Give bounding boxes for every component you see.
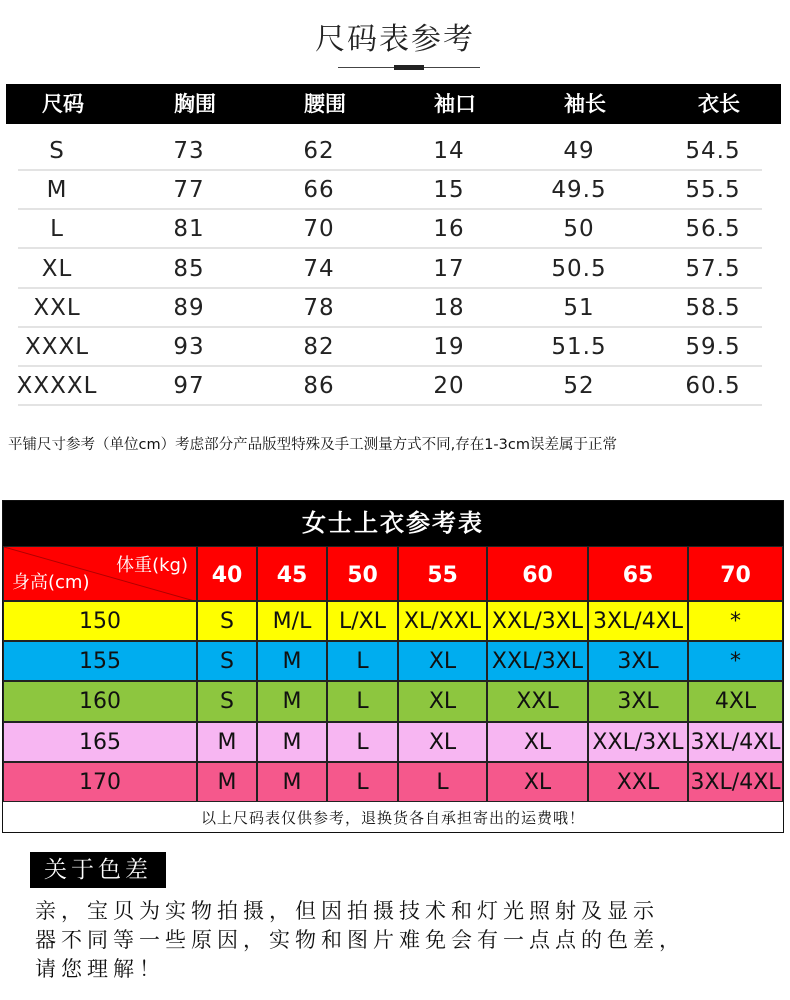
size-cell-size: XXXXL [16, 373, 98, 400]
size-recommendation-cell: XL [398, 681, 487, 721]
height-cell: 170 [3, 762, 197, 802]
size-recommendation-cell: S [197, 641, 257, 681]
size-cell-length: 59.5 [685, 334, 741, 360]
size-cell-cuff: 14 [433, 138, 465, 164]
size-cell-cuff: 20 [433, 373, 465, 400]
size-recommendation-cell: M [257, 722, 327, 762]
weight-header-cell: 40 [197, 546, 257, 601]
size-recommendation-cell: XXL [487, 681, 588, 721]
size-note: 平铺尺寸参考（单位cm）考虑部分产品版型特殊及手工测量方式不同,存在1-3cm误差属于正常 [8, 437, 617, 453]
height-cell: 160 [3, 681, 197, 721]
size-cell-size: XXXL [24, 334, 90, 360]
size-table-row [0, 171, 790, 210]
size-recommendation-cell: L [327, 722, 398, 762]
grid-footnote: 以上尺码表仅供参考，退换货各自承担寄出的运费哦！ [200, 809, 585, 827]
size-cell-size: M [46, 177, 68, 204]
size-recommendation-cell: XL [398, 641, 487, 681]
size-cell-size: XXL [33, 294, 81, 321]
height-cell: 155 [3, 641, 197, 681]
size-cell-chest: 89 [173, 294, 205, 321]
size-cell-sleeve: 50 [563, 216, 595, 243]
size-recommendation-cell: XXL [588, 762, 688, 802]
size-cell-size: S [49, 138, 65, 164]
size-cell-size: XL [41, 255, 73, 282]
size-cell-waist: 62 [303, 138, 335, 164]
size-cell-cuff: 18 [433, 294, 465, 321]
size-table-header [6, 84, 781, 124]
size-cell-length: 54.5 [685, 138, 741, 164]
color-difference-label: 关于色差 [30, 852, 166, 888]
header-waist: 腰围 [304, 92, 346, 116]
size-table-row [0, 289, 790, 328]
header-size: 尺码 [42, 92, 84, 116]
size-recommendation-cell: L [327, 681, 398, 721]
weight-header-cell: 55 [398, 546, 487, 601]
color-difference-line: 器不同等一些原因，实物和图片难免会有一点点的色差， [35, 928, 685, 952]
size-recommendation-cell: XL [487, 762, 588, 802]
size-recommendation-cell: 3XL [588, 681, 688, 721]
size-recommendation-cell: M [197, 762, 257, 802]
size-recommendation-cell: L [327, 641, 398, 681]
size-cell-waist: 86 [303, 373, 335, 400]
header-cuff: 袖口 [434, 92, 476, 116]
size-recommendation-cell: XL/XXL [398, 601, 487, 641]
size-cell-sleeve: 52 [563, 373, 595, 400]
size-recommendation-cell: 3XL/4XL [688, 722, 783, 762]
size-cell-waist: 66 [303, 177, 335, 204]
size-cell-length: 57.5 [685, 255, 741, 282]
size-cell-sleeve: 49.5 [551, 177, 607, 204]
size-cell-length: 60.5 [685, 373, 741, 400]
size-recommendation-cell: S [197, 601, 257, 641]
weight-header-cell: 65 [588, 546, 688, 601]
header-length: 衣长 [698, 92, 740, 116]
size-cell-length: 56.5 [685, 216, 741, 243]
size-recommendation-cell: XXL/3XL [487, 641, 588, 681]
size-cell-cuff: 16 [433, 216, 465, 243]
color-difference-text [35, 897, 755, 984]
size-table-row [0, 250, 790, 289]
size-cell-length: 58.5 [685, 294, 741, 321]
height-cell: 150 [3, 601, 197, 641]
size-cell-cuff: 15 [433, 177, 465, 204]
size-cell-chest: 97 [173, 373, 205, 400]
weight-header-cell: 60 [487, 546, 588, 601]
color-difference-line: 请您理解！ [35, 957, 165, 981]
size-cell-cuff: 17 [433, 255, 465, 282]
size-recommendation-cell: * [688, 641, 783, 681]
weight-header-cell: 50 [327, 546, 398, 601]
size-recommendation-cell: 3XL [588, 641, 688, 681]
size-cell-sleeve: 51 [563, 294, 595, 321]
reference-grid-title: 女士上衣参考表 [3, 501, 783, 546]
size-recommendation-cell: S [197, 681, 257, 721]
size-cell-size: L [50, 216, 64, 243]
weight-label: 体重(kg) [116, 555, 188, 576]
grid-corner-cell [3, 546, 197, 601]
size-cell-cuff: 19 [433, 334, 465, 360]
size-recommendation-cell: XL [487, 722, 588, 762]
size-recommendation-cell: M [257, 681, 327, 721]
size-recommendation-cell: L [327, 762, 398, 802]
weight-header-cell: 45 [257, 546, 327, 601]
size-recommendation-cell: M [257, 762, 327, 802]
row-divider [18, 404, 762, 406]
size-recommendation-cell: * [688, 601, 783, 641]
size-cell-waist: 78 [303, 294, 335, 321]
size-cell-length: 55.5 [685, 177, 741, 204]
size-cell-chest: 85 [173, 255, 205, 282]
size-cell-chest: 73 [173, 138, 205, 164]
title-accent-bar [394, 65, 424, 70]
size-recommendation-cell: L [398, 762, 487, 802]
size-recommendation-cell: 4XL [688, 681, 783, 721]
size-cell-chest: 81 [173, 216, 205, 243]
size-recommendation-cell: M [197, 722, 257, 762]
size-cell-waist: 74 [303, 255, 335, 282]
size-cell-chest: 77 [173, 177, 205, 204]
size-table-row [0, 367, 790, 406]
size-cell-chest: 93 [173, 334, 205, 360]
size-recommendation-cell: XL [398, 722, 487, 762]
size-recommendation-cell: M [257, 641, 327, 681]
weight-header-cell: 70 [688, 546, 783, 601]
size-recommendation-cell: 3XL/4XL [588, 601, 688, 641]
header-chest: 胸围 [174, 92, 216, 116]
size-recommendation-cell: XXL/3XL [487, 601, 588, 641]
size-table-row [0, 328, 790, 367]
size-cell-waist: 70 [303, 216, 335, 243]
size-cell-sleeve: 50.5 [551, 255, 607, 282]
size-recommendation-cell: M/L [257, 601, 327, 641]
height-label: 身高(cm) [12, 572, 90, 593]
size-recommendation-cell: 3XL/4XL [688, 762, 783, 802]
size-cell-sleeve: 51.5 [551, 334, 607, 360]
header-sleeve: 袖长 [564, 92, 606, 116]
size-table-row [0, 132, 790, 171]
size-table-row [0, 210, 790, 249]
size-cell-waist: 82 [303, 334, 335, 360]
size-chart-title: 尺码表参考 [315, 22, 475, 57]
size-recommendation-cell: L/XL [327, 601, 398, 641]
size-recommendation-cell: XXL/3XL [588, 722, 688, 762]
height-cell: 165 [3, 722, 197, 762]
size-cell-sleeve: 49 [563, 138, 595, 164]
color-difference-line: 亲，宝贝为实物拍摄，但因拍摄技术和灯光照射及显示 [35, 899, 659, 923]
